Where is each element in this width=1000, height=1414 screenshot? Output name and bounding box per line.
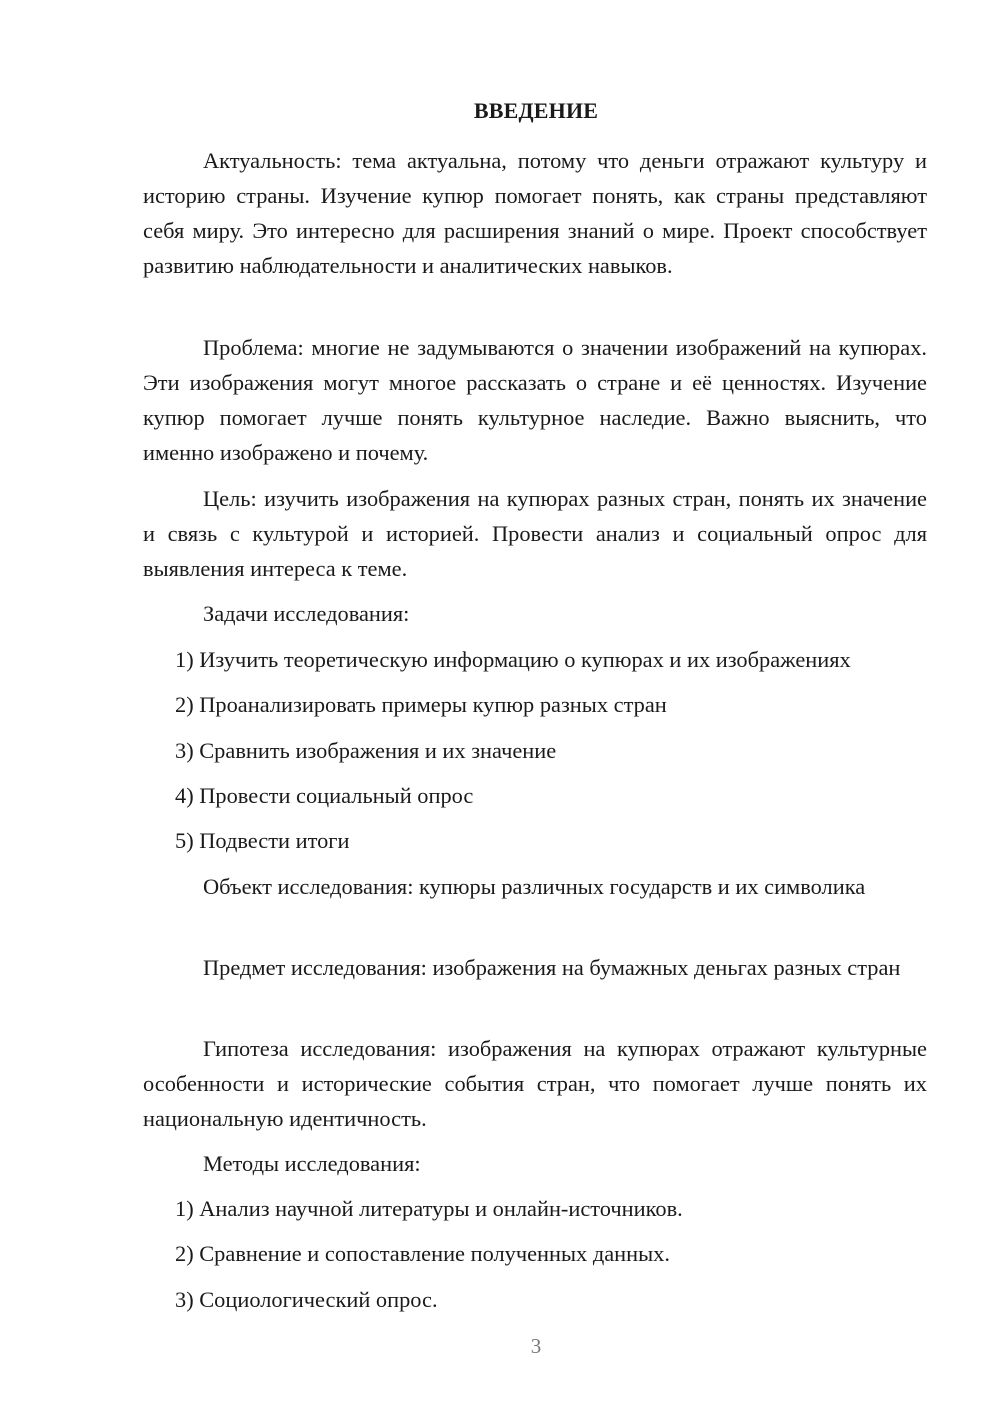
page-title: ВВЕДЕНИЕ	[473, 98, 599, 123]
methods-heading: Методы исследования:	[203, 1151, 421, 1176]
relevance-paragraph: Актуальность: тема актуальна, потому что деньги отражают культуру и историю страны. Изучение купюр помогает понять, как страны представляют себя миру. Это интересно для расширения знаний о мире. Проект способствует развитию наблюдательности и аналитических навыков.	[143, 148, 927, 278]
method-item: 2) Сравнение и сопоставление полученных данных.	[175, 1241, 670, 1266]
tasks-heading: Задачи исследования:	[203, 601, 410, 626]
hypothesis-paragraph: Гипотеза исследования: изображения на купюрах отражают культурные особенности и исторические события стран, что помогает лучше понять их национальную идентичность.	[143, 1036, 927, 1131]
task-item: 5) Подвести итоги	[175, 828, 350, 853]
task-item: 1) Изучить теоретическую информацию о купюрах и их изображениях	[175, 647, 851, 672]
subject-paragraph: Предмет исследования: изображения на бумажных деньгах разных стран	[203, 955, 901, 980]
task-item: 2) Проанализировать примеры купюр разных стран	[175, 692, 667, 717]
problem-paragraph: Проблема: многие не задумываются о значении изображений на купюрах. Эти изображения могут многое рассказать о стране и её ценностях. Изучение купюр помогает лучше понять культурное наследие. Важно выяснить, что именно изображено и почему.	[143, 335, 927, 465]
object-paragraph: Объект исследования: купюры различных государств и их символика	[203, 874, 866, 899]
method-item: 3) Социологический опрос.	[175, 1287, 438, 1312]
task-item: 4) Провести социальный опрос	[175, 783, 474, 808]
goal-paragraph: Цель: изучить изображения на купюрах разных стран, понять их значение и связь с культурой и историей. Провести анализ и социальный опрос для выявления интереса к теме.	[143, 486, 927, 581]
page-number: 3	[530, 1334, 542, 1358]
task-item: 3) Сравнить изображения и их значение	[175, 738, 557, 763]
method-item: 1) Анализ научной литературы и онлайн-источников.	[175, 1196, 683, 1221]
